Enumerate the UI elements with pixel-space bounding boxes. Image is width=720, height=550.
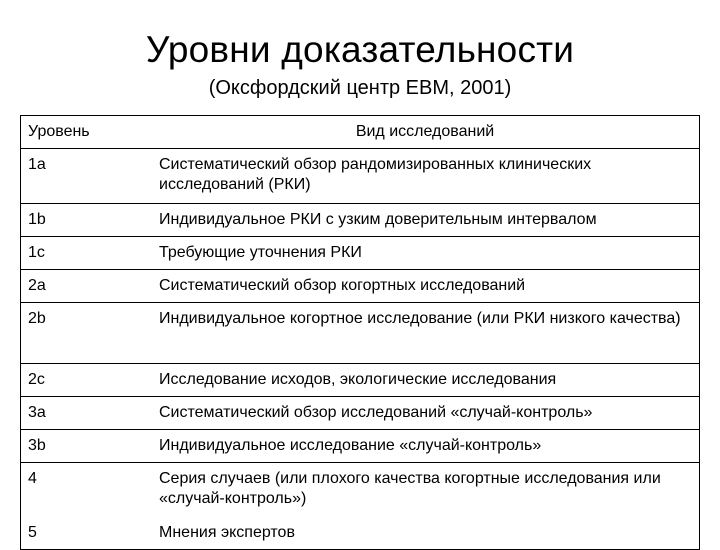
table-header-row xyxy=(21,116,699,149)
table-row xyxy=(21,430,699,463)
table-row xyxy=(21,517,699,550)
level-cell: 2b xyxy=(28,310,46,327)
header-kind: Вид исследований xyxy=(355,123,495,140)
table-row xyxy=(21,149,699,204)
level-cell: 1b xyxy=(28,211,46,228)
level-cell: 3a xyxy=(28,404,46,421)
table-row xyxy=(21,204,699,237)
kind-cell: Индивидуальное исследование «случай-контроль» xyxy=(159,437,542,454)
level-cell: 1a xyxy=(28,156,46,173)
slide-title: Уровни доказательности xyxy=(145,29,575,70)
kind-cell: Индивидуальное РКИ с узким доверительным интервалом xyxy=(159,211,597,228)
kind-cell: Требующие уточнения РКИ xyxy=(159,244,362,261)
table-row xyxy=(21,463,699,517)
kind-cell: Мнения экспертов xyxy=(159,524,295,541)
level-cell: 2a xyxy=(28,277,46,294)
kind-cell: Исследование исходов, экологические исследования xyxy=(159,371,557,388)
kind-cell: Систематический обзор исследований «случай-контроль» xyxy=(159,404,593,421)
table-row xyxy=(21,270,699,303)
evidence-levels-table xyxy=(20,115,700,550)
table-row xyxy=(21,303,699,364)
table-row xyxy=(21,397,699,430)
level-cell: 4 xyxy=(28,470,37,487)
table-row xyxy=(21,364,699,397)
level-cell: 5 xyxy=(28,524,37,541)
table-row xyxy=(21,237,699,270)
kind-cell: Индивидуальное когортное исследование (или РКИ низкого качества) xyxy=(159,310,681,327)
kind-cell: Систематический обзор рандомизированных клинических исследований (РКИ) xyxy=(159,156,592,193)
level-cell: 1c xyxy=(28,244,45,261)
header-level: Уровень xyxy=(28,123,90,140)
kind-cell: Серия случаев (или плохого качества когортные исследования или «случай-контроль») xyxy=(159,470,661,507)
kind-cell: Систематический обзор когортных исследований xyxy=(159,277,526,294)
level-cell: 2c xyxy=(28,371,45,388)
level-cell: 3b xyxy=(28,437,46,454)
slide-subtitle: (Оксфордский центр EBM, 2001) xyxy=(208,77,512,99)
